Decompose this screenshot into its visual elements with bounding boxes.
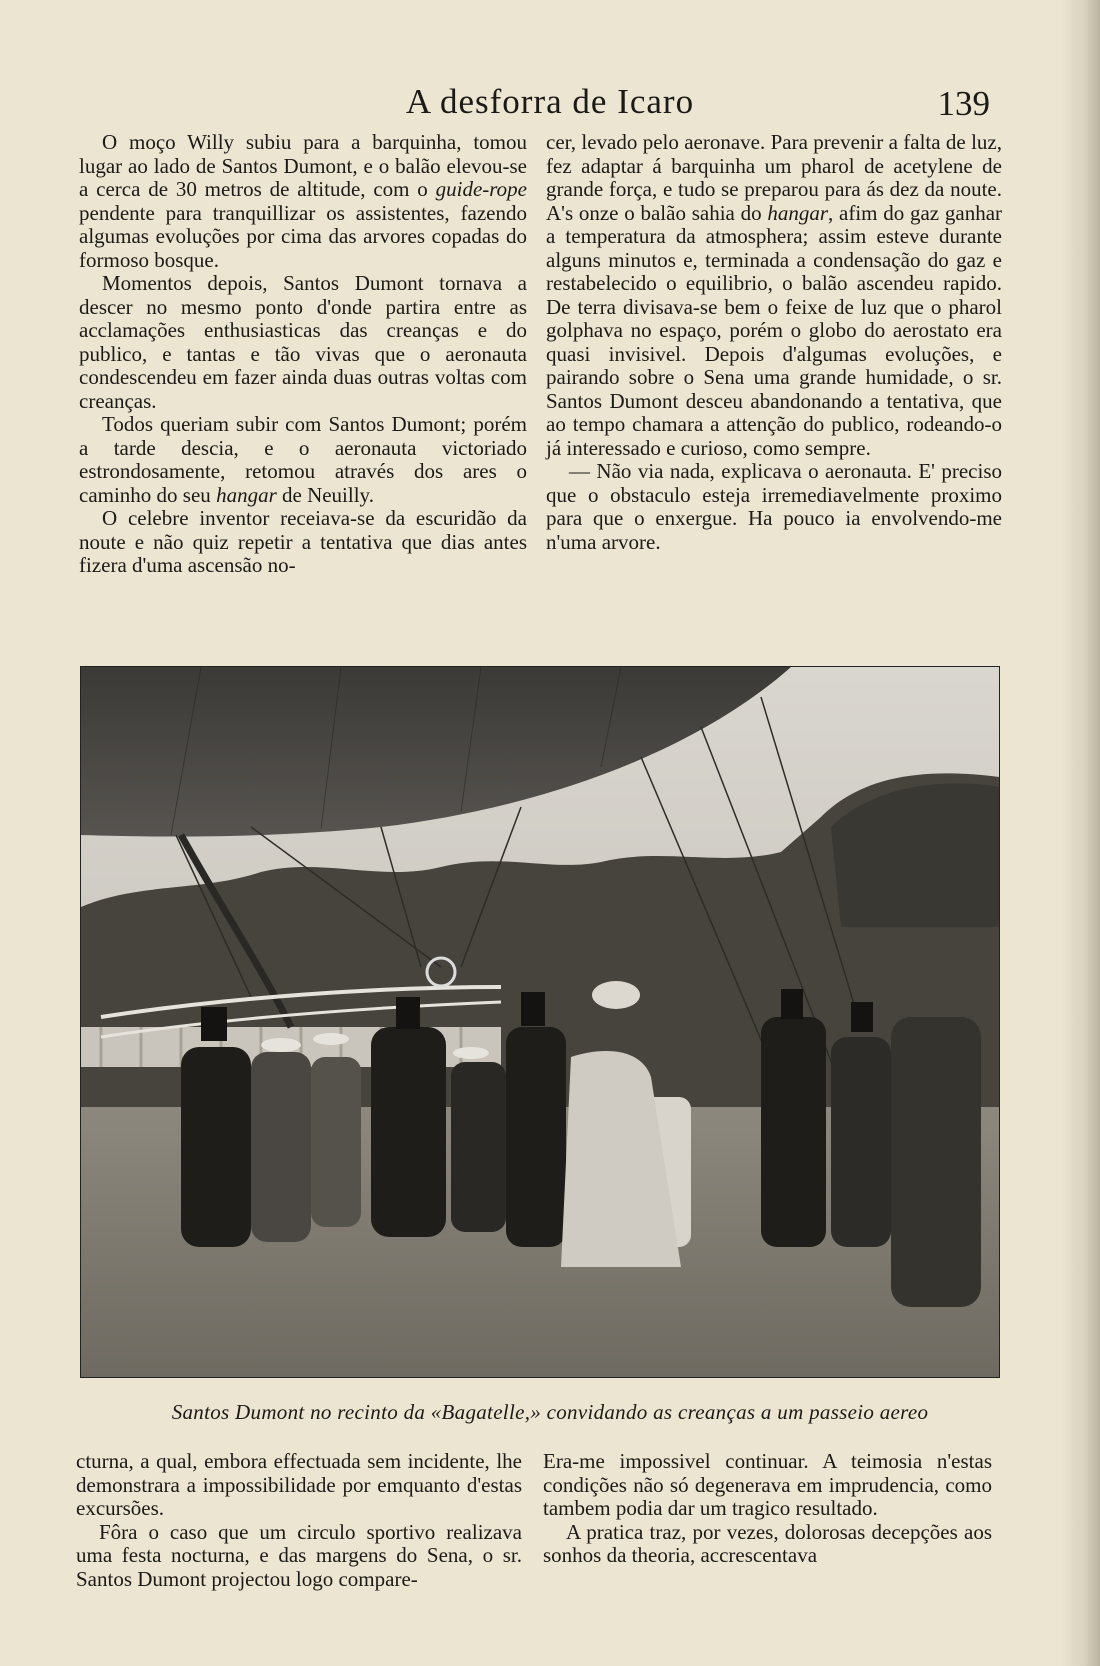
- paragraph: cturna, a qual, embora effectuada sem incidente, lhe demonstrara a impossibilidade por emquanto d'estas excursões.: [76, 1449, 522, 1520]
- paragraph: O moço Willy subiu para a barquinha, tomou lugar ao lado de Santos Dumont, e o balão elevou-se a cerca de 30 metros de altitude, com o guide-rope pendente para tranquillizar os assistentes, fazendo algumas evoluções por cima das arvores copadas do formoso bosque.: [79, 130, 527, 272]
- text-column-top-right: [546, 131, 1002, 554]
- photo-illustration: [81, 667, 999, 1377]
- paragraph: A pratica traz, por vezes, dolorosas decepções aos sonhos da theoria, accrescentava: [543, 1519, 992, 1567]
- feathered-hat: [592, 981, 640, 1009]
- page-number: 139: [937, 84, 990, 123]
- paragraph: Todos queriam subir com Santos Dumont; porém a tarde descia, e o aeronauta victoriado estrondosamente, retomou através dos ares o caminho do seu hangar de Neuilly.: [79, 412, 527, 507]
- emphasis-term: hangar: [216, 482, 277, 507]
- emphasis-term: hangar: [767, 200, 829, 225]
- text-column-bottom-right: [543, 1450, 992, 1568]
- text-column-bottom-left: [76, 1450, 522, 1591]
- paragraph: O celebre inventor receiava-se da escuridão da noute e não quiz repetir a tentativa que dias antes fizera d'uma ascensão no-: [79, 506, 527, 577]
- running-title: A desforra de Icaro: [405, 82, 695, 121]
- figure-caption: Santos Dumont no recinto da «Bagatelle,» convidando as creanças a um passeio aereo: [171, 1400, 929, 1424]
- paragraph: Momentos depois, Santos Dumont tornava a descer no mesmo ponto d'onde partira entre as acclamações enthusiasticas das creanças e do publico, e tantas e tão vivas que o aeronauta condescendeu em fazer ainda duas outras voltas com creanças.: [79, 271, 527, 413]
- photograph-airship-crowd: [80, 666, 1000, 1378]
- paragraph: — Não via nada, explicava o aeronauta. E' preciso que o obstaculo esteja irremediavelmente proximo para que o enxergue. Ha pouco ia envolvendo-me n'uma arvore.: [546, 459, 1002, 554]
- paragraph: cer, levado pelo aeronave. Para prevenir a falta de luz, fez adaptar á barquinha um pharol de acetylene de grande força, e tudo se preparou para ás dez da noute. A's onze o balão sahia do hangar, afim do gaz ganhar a temperatura da atmosphera; assim esteve durante alguns minutos e, terminada a condensação do gaz e restabelecido o equilibrio, o balão ascendeu rapido. De terra divisava-se bem o feixe de luz que o pharol golphava no espaço, porém o globo do aerostato era quasi invisivel. Depois d'algumas evoluções, e pairando sobre o Sena uma grande humidade, o sr. Santos Dumont desceu abandonando a tentativa, que ao tempo chamara a attenção do publico, rodeando-o já interessado e curioso, como sempre.: [546, 130, 1003, 460]
- paragraph: Fôra o caso que um circulo sportivo realizava uma festa nocturna, e das margens do Sena, o sr. Santos Dumont projectou logo compare-: [76, 1519, 522, 1591]
- paragraph: Era-me impossivel continuar. A teimosia n'estas condições não só degenerava em imprudencia, como tambem podia dar um tragico resultado.: [543, 1449, 992, 1520]
- text-column-top-left: [79, 131, 527, 578]
- emphasis-term: guide-rope: [435, 177, 527, 201]
